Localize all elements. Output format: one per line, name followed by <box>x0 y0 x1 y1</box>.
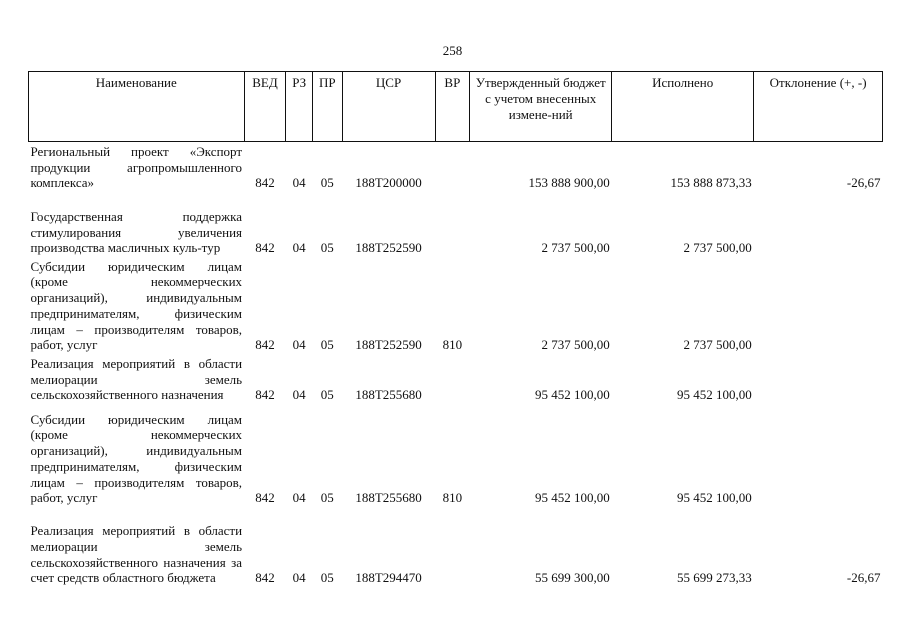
header-rz: РЗ <box>286 72 313 142</box>
table-row <box>29 403 883 506</box>
row-ved: 842 <box>255 240 275 256</box>
row-pr: 05 <box>320 240 334 256</box>
row-csr: 188T255680 <box>355 387 422 403</box>
row-name: Субсидии юридическим лицам (кроме некоммерческих организаций), индивидуальным предпринимателям, физическим лицам – производителям товаров, работ, услуг <box>30 258 243 353</box>
header-executed: Исполнено <box>612 72 754 142</box>
row-deviation <box>754 353 883 403</box>
row-name: Региональный проект «Экспорт продукции агропромышленного комплекса» <box>30 143 243 191</box>
row-approved: 95 452 100,00 <box>534 387 610 403</box>
row-csr: 188T294470 <box>355 570 422 586</box>
row-vr <box>435 191 470 256</box>
row-pr: 05 <box>320 387 334 403</box>
row-vr <box>435 506 470 586</box>
table-row <box>29 142 883 192</box>
row-deviation: -26,67 <box>846 570 881 586</box>
row-name: Реализация мероприятий в области мелиорации земель сельскохозяйственного назначения за счет средств областного бюджета <box>30 523 243 586</box>
row-executed: 55 699 273,33 <box>676 570 752 586</box>
row-ved: 842 <box>255 490 275 506</box>
row-ved: 842 <box>255 570 275 586</box>
table-row <box>29 256 883 353</box>
row-executed: 2 737 500,00 <box>683 337 752 353</box>
row-deviation <box>754 403 883 506</box>
header-approved: Утвержденный бюджет с учетом внесенных измене-ний <box>470 72 612 142</box>
row-vr: 810 <box>442 337 463 353</box>
table-row <box>29 353 883 403</box>
row-ved: 842 <box>255 337 275 353</box>
row-rz: 04 <box>292 490 306 506</box>
row-pr: 05 <box>320 337 334 353</box>
row-approved: 55 699 300,00 <box>534 570 610 586</box>
row-pr: 05 <box>320 175 334 191</box>
row-rz: 04 <box>292 570 306 586</box>
row-ved: 842 <box>255 387 275 403</box>
row-deviation <box>754 256 883 353</box>
row-name: Субсидии юридическим лицам (кроме некоммерческих организаций), индивидуальным предпринимателям, физическим лицам – производителям товаров, работ, услуг <box>30 411 243 506</box>
budget-execution-table <box>28 71 883 586</box>
row-name: Государственная поддержка стимулирования увеличения производства масличных куль-тур <box>30 208 243 256</box>
row-csr: 188T252590 <box>355 240 422 256</box>
row-vr <box>435 353 470 403</box>
row-approved: 2 737 500,00 <box>541 337 610 353</box>
row-executed: 153 888 873,33 <box>670 175 752 191</box>
row-approved: 153 888 900,00 <box>528 175 610 191</box>
header-deviation: Отклонение (+, -) <box>754 72 883 142</box>
row-pr: 05 <box>320 490 334 506</box>
row-pr: 05 <box>320 570 334 586</box>
row-csr: 188T200000 <box>355 175 422 191</box>
row-executed: 95 452 100,00 <box>676 490 752 506</box>
row-ved: 842 <box>255 175 275 191</box>
header-vr: ВР <box>435 72 470 142</box>
row-deviation <box>754 191 883 256</box>
page-number: 258 <box>442 43 463 58</box>
row-approved: 2 737 500,00 <box>541 240 610 256</box>
row-vr: 810 <box>442 490 463 506</box>
header-name: Наименование <box>29 72 245 142</box>
row-executed: 95 452 100,00 <box>676 387 752 403</box>
row-rz: 04 <box>292 240 306 256</box>
row-name: Реализация мероприятий в области мелиорации земель сельскохозяйственного назначения <box>30 355 243 403</box>
row-csr: 188T252590 <box>355 337 422 353</box>
row-rz: 04 <box>292 387 306 403</box>
header-ved: ВЕД <box>244 72 286 142</box>
row-vr <box>435 142 470 192</box>
header-csr: ЦСР <box>342 72 435 142</box>
table-row <box>29 506 883 586</box>
row-csr: 188T255680 <box>355 490 422 506</box>
row-executed: 2 737 500,00 <box>683 240 752 256</box>
row-approved: 95 452 100,00 <box>534 490 610 506</box>
row-rz: 04 <box>292 337 306 353</box>
header-pr: ПР <box>312 72 342 142</box>
row-deviation: -26,67 <box>846 175 881 191</box>
table-header-row <box>29 72 883 142</box>
row-rz: 04 <box>292 175 306 191</box>
table-row <box>29 191 883 256</box>
